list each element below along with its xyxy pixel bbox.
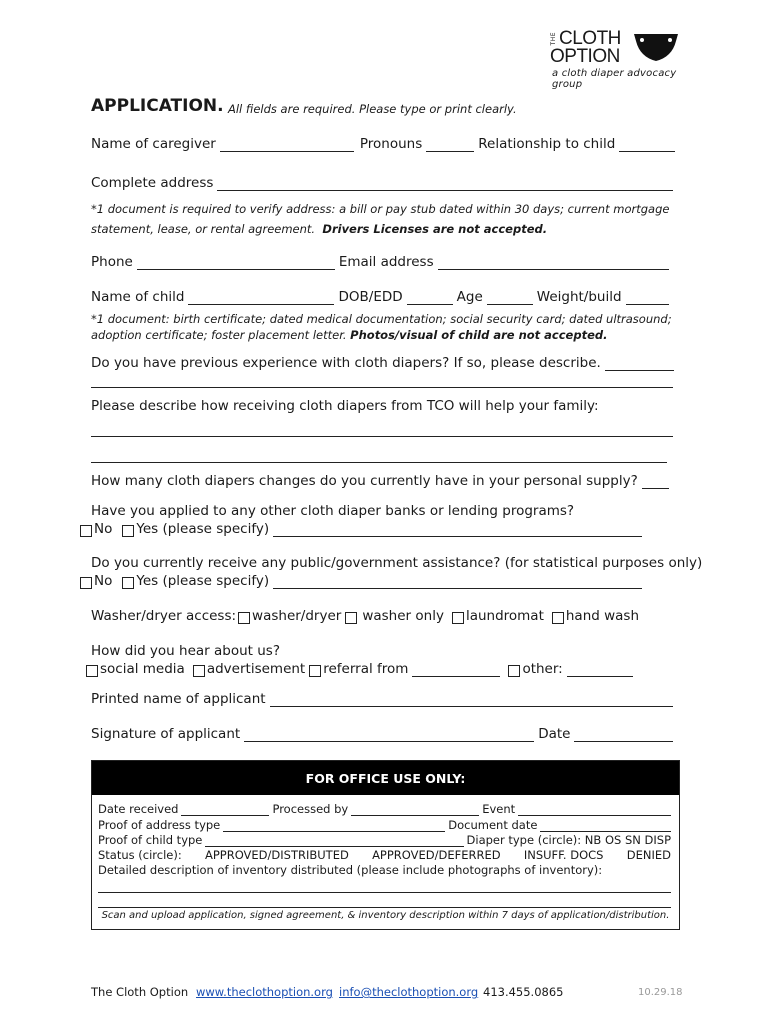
pronouns-field[interactable] [426, 138, 474, 152]
other-banks-no-label: No [94, 521, 113, 537]
other-banks-specify-field[interactable] [273, 523, 642, 537]
washer-dryer-label: washer/dryer [252, 608, 342, 624]
washer-label: Washer/dryer access: [91, 608, 237, 624]
advertisement-checkbox[interactable] [193, 665, 205, 677]
status-approved-distributed: APPROVED/DISTRIBUTED [204, 848, 349, 862]
supply-label: How many cloth diapers changes do you currently have in your personal supply? [91, 473, 638, 489]
footer-version: 10.29.18 [638, 987, 683, 998]
logo-tagline: a cloth diaper advocacy group [552, 68, 677, 90]
date-received-field[interactable] [181, 804, 269, 816]
signature-field[interactable] [244, 728, 534, 742]
printed-name-field[interactable] [270, 693, 673, 707]
referral-checkbox[interactable] [309, 665, 321, 677]
other-label: other: [522, 661, 563, 677]
office-use-box [91, 760, 680, 930]
signature-label: Signature of applicant [91, 726, 241, 742]
footer-org: The Cloth Option [91, 985, 189, 999]
experience-label: Do you have previous experience with cloth diapers? If so, please describe. [91, 355, 601, 371]
address-label: Complete address [91, 175, 214, 191]
scan-note: Scan and upload application, signed agreement, & inventory description within 7 days of application/distribution. [101, 910, 670, 921]
age-label: Age [456, 289, 483, 305]
logo-cloth: CLOTH [559, 28, 621, 49]
email-field[interactable] [438, 256, 669, 270]
caregiver-field[interactable] [220, 138, 354, 152]
child-note: *1 document: birth certificate; dated medical documentation; social security card; dated ultrasound; [91, 312, 672, 326]
advertisement-label: advertisement [206, 661, 306, 677]
page-subtitle: All fields are required. Please type or print clearly. [228, 102, 517, 116]
experience-field[interactable] [605, 357, 674, 371]
social-media-label: social media [100, 661, 185, 677]
experience-line-2[interactable] [91, 387, 673, 388]
printed-name-label: Printed name of applicant [91, 691, 266, 707]
status-label: Status (circle): [98, 848, 182, 862]
email-label: Email address [338, 254, 434, 270]
washer-only-label: washer only [362, 608, 444, 624]
child-note-bold: Photos/visual of child are not accepted. [350, 328, 608, 342]
date-field[interactable] [574, 728, 673, 742]
inventory-line-1[interactable] [98, 892, 671, 893]
diaper-type-label: Diaper type (circle): NB OS SN DISP [466, 833, 671, 847]
address-field[interactable] [217, 177, 673, 191]
processed-by-field[interactable] [351, 804, 479, 816]
hand-wash-checkbox[interactable] [552, 612, 564, 624]
phone-field[interactable] [137, 256, 335, 270]
logo [550, 28, 680, 90]
footer-phone: 413.455.0865 [483, 985, 564, 999]
date-received-label: Date received [98, 802, 179, 816]
event-label: Event [482, 802, 516, 816]
other-banks-yes-checkbox[interactable] [122, 525, 134, 537]
assistance-yes-checkbox[interactable] [122, 577, 134, 589]
assistance-yes-label: Yes (please specify) [136, 573, 270, 589]
child-name-label: Name of child [91, 289, 185, 305]
logo-option: OPTION [550, 46, 620, 67]
hear-label: How did you hear about us? [91, 643, 280, 659]
child-note-line2: adoption certificate; foster placement letter. Photos/visual of child are not accepted. [91, 328, 608, 342]
washer-only-checkbox[interactable] [345, 612, 357, 624]
processed-by-label: Processed by [272, 802, 349, 816]
other-field[interactable] [567, 663, 633, 677]
supply-field[interactable] [642, 475, 669, 489]
help-line-1[interactable] [91, 436, 673, 437]
address-note: *1 document is required to verify address: a bill or pay stub dated within 30 days; current mortgage [91, 202, 670, 216]
relationship-field[interactable] [619, 138, 675, 152]
age-field[interactable] [487, 291, 533, 305]
logo-the: THE [550, 32, 557, 46]
proof-address-field[interactable] [223, 820, 445, 832]
document-date-label: Document date [448, 818, 538, 832]
help-label: Please describe how receiving cloth diapers from TCO will help your family: [91, 398, 599, 414]
phone-label: Phone [91, 254, 133, 270]
child-name-field[interactable] [188, 291, 334, 305]
address-note-line2: statement, lease, or rental agreement. Drivers Licenses are not accepted. [91, 222, 548, 236]
footer-email-link[interactable]: info@theclothoption.org [339, 985, 479, 999]
laundromat-label: laundromat [465, 608, 544, 624]
page-title: APPLICATION. [91, 96, 224, 116]
dob-field[interactable] [407, 291, 453, 305]
weight-field[interactable] [626, 291, 669, 305]
other-banks-no-checkbox[interactable] [80, 525, 92, 537]
assistance-no-label: No [94, 573, 113, 589]
assistance-specify-field[interactable] [273, 575, 642, 589]
inventory-line-2[interactable] [98, 907, 671, 908]
diaper-icon [632, 31, 680, 63]
caregiver-label: Name of caregiver [91, 136, 216, 152]
proof-child-label: Proof of child type [98, 833, 203, 847]
assistance-label: Do you currently receive any public/government assistance? (for statistical purposes only) [91, 555, 703, 571]
dob-label: DOB/EDD [338, 289, 403, 305]
other-banks-label: Have you applied to any other cloth diaper banks or lending programs? [91, 503, 575, 519]
hand-wash-label: hand wash [565, 608, 640, 624]
referral-label: referral from [323, 661, 409, 677]
document-date-field[interactable] [540, 820, 671, 832]
pronouns-label: Pronouns [359, 136, 423, 152]
inventory-detail-label: Detailed description of inventory distributed (please include photographs of inventory): [98, 863, 603, 877]
assistance-no-checkbox[interactable] [80, 577, 92, 589]
social-media-checkbox[interactable] [86, 665, 98, 677]
address-note-bold: Drivers Licenses are not accepted. [322, 222, 548, 236]
other-checkbox[interactable] [508, 665, 520, 677]
footer-website-link[interactable]: www.theclothoption.org [196, 985, 333, 999]
event-field[interactable] [518, 804, 671, 816]
relationship-label: Relationship to child [478, 136, 616, 152]
office-use-title: FOR OFFICE USE ONLY: [92, 761, 679, 795]
proof-child-field[interactable] [205, 835, 463, 847]
status-approved-deferred: APPROVED/DEFERRED [372, 848, 501, 862]
washer-dryer-checkbox[interactable] [238, 612, 250, 624]
proof-address-label: Proof of address type [98, 818, 221, 832]
laundromat-checkbox[interactable] [452, 612, 464, 624]
other-banks-yes-label: Yes (please specify) [136, 521, 270, 537]
weight-label: Weight/build [536, 289, 622, 305]
help-line-2[interactable] [91, 462, 667, 463]
status-denied: DENIED [626, 848, 671, 862]
status-insuff-docs: INSUFF. DOCS [523, 848, 604, 862]
referral-field[interactable] [412, 663, 500, 677]
date-label: Date [538, 726, 571, 742]
